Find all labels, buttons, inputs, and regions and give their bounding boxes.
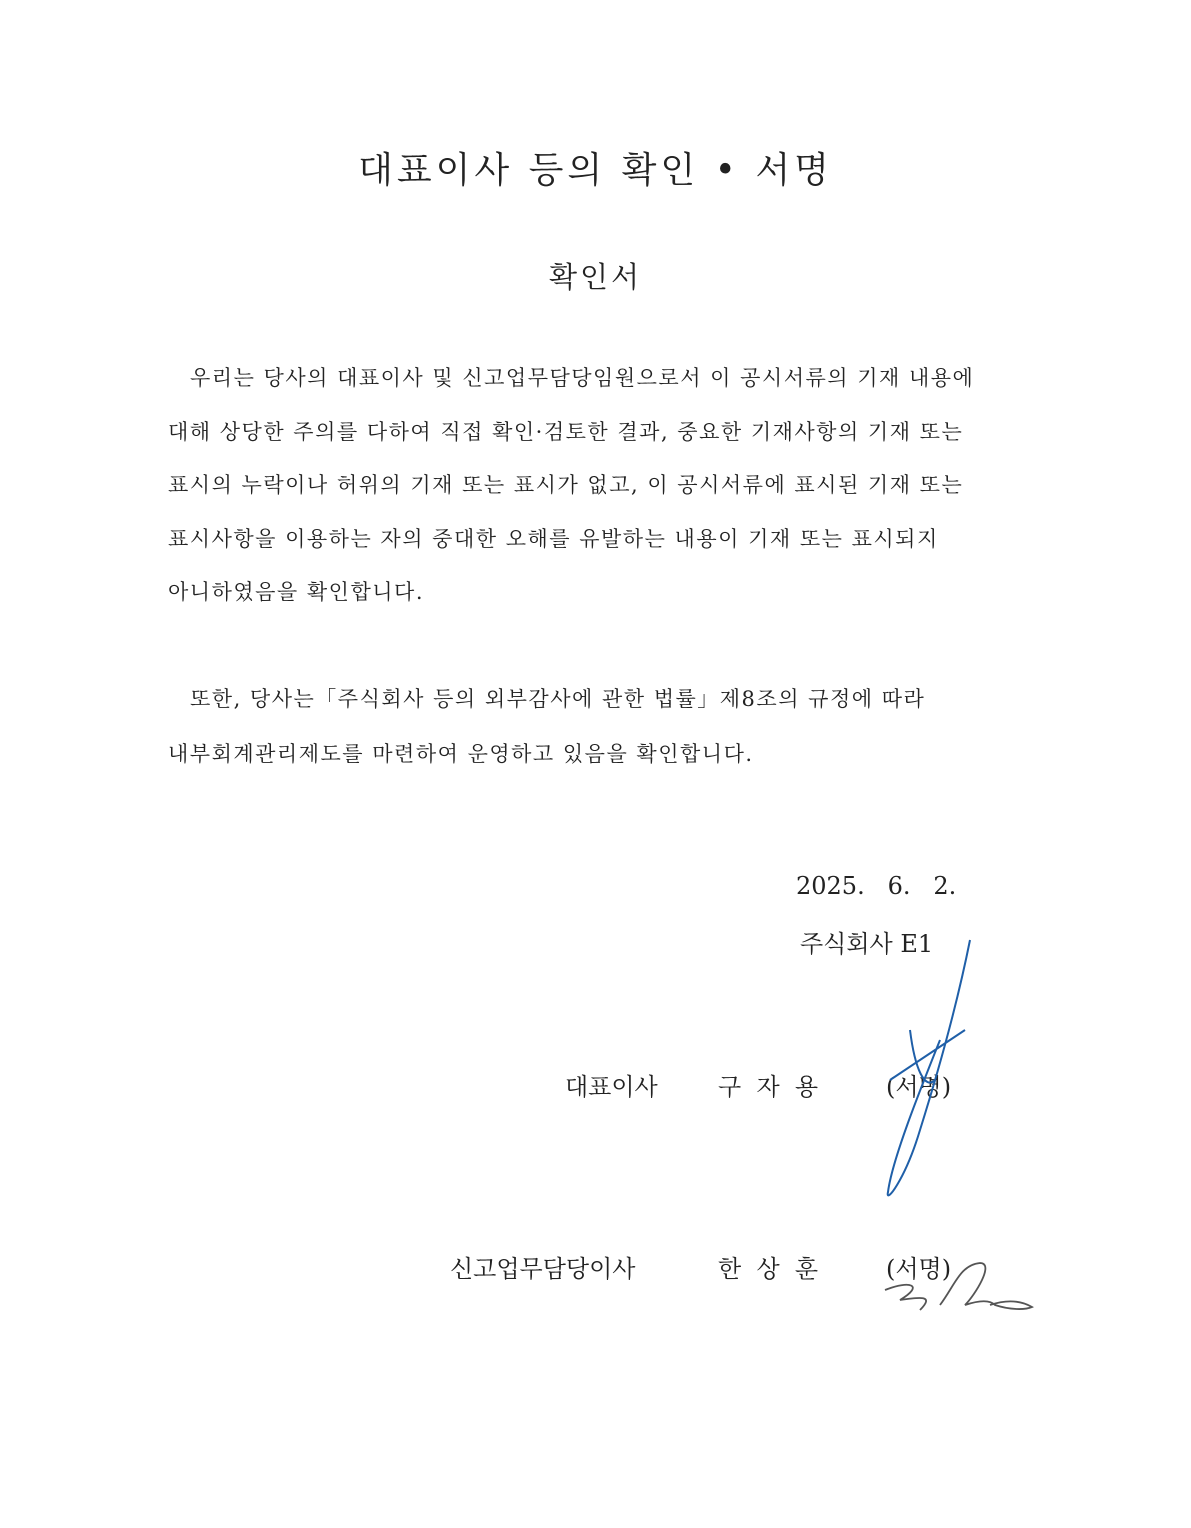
paragraph1-line: 우리는 당사의 대표이사 및 신고업무담당임원으로서 이 공시서류의 기재 내용에	[190, 366, 975, 390]
company-name: 주식회사 E1	[800, 930, 934, 958]
signature-officer	[880, 1255, 1040, 1325]
paragraph1-line: 아니하였음을 확인합니다.	[168, 580, 424, 604]
signatory-role: 대표이사	[565, 1073, 658, 1101]
signatory-name: 구 자 용	[718, 1073, 819, 1101]
document-title: 대표이사 등의 확인 • 서명	[358, 150, 833, 191]
signatory-name: 한 상 훈	[718, 1255, 819, 1283]
document-date: 2025. 6. 2.	[796, 872, 957, 900]
sign-label: (서명)	[886, 1255, 952, 1283]
paragraph2-line: 또한, 당사는「주식회사 등의 외부감사에 관한 법률」제8조의 규정에 따라	[190, 687, 926, 711]
paragraph2-line: 내부회계관리제도를 마련하여 운영하고 있음을 확인합니다.	[168, 742, 754, 766]
sign-label: (서명)	[886, 1073, 952, 1101]
signatory-role: 신고업무담당이사	[450, 1255, 636, 1283]
paragraph1-line: 대해 상당한 주의를 다하여 직접 확인·검토한 결과, 중요한 기재사항의 기재 또는	[168, 420, 964, 444]
paragraph1-line: 표시의 누락이나 허위의 기재 또는 표시가 없고, 이 공시서류에 표시된 기재 또는	[168, 473, 964, 497]
signature-ceo	[860, 930, 990, 1210]
document-subtitle: 확인서	[548, 260, 643, 294]
paragraph1-line: 표시사항을 이용하는 자의 중대한 오해를 유발하는 내용이 기재 또는 표시되지	[168, 527, 939, 551]
